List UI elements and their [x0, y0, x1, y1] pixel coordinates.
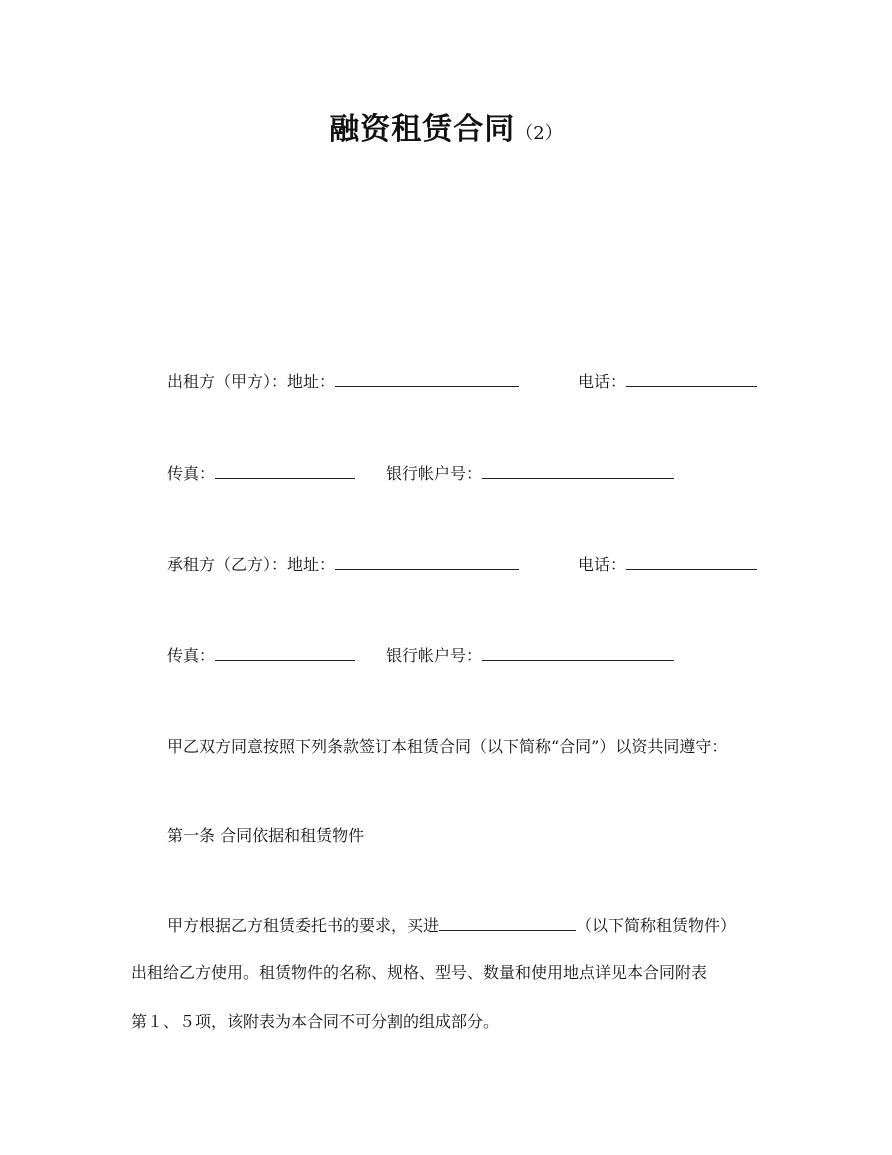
lessee-address-field[interactable]	[335, 555, 519, 570]
lessor-address-line	[167, 372, 519, 392]
lessee-phone-line	[578, 555, 757, 575]
lessee-phone-field[interactable]	[626, 555, 757, 570]
lessor-address-label: 出租方（甲方）：地址：	[167, 372, 336, 391]
lessor-fax-line	[167, 464, 355, 484]
leased-item-field[interactable]	[439, 916, 576, 931]
lessor-address-field[interactable]	[335, 372, 519, 387]
page-title	[0, 104, 892, 148]
lessor-phone-line	[578, 372, 757, 392]
article1-line3: 第１、５项，该附表为本合同不可分割的组成部分。	[131, 1012, 500, 1031]
lessee-fax-field[interactable]	[215, 646, 355, 661]
title-suffix: （2）	[515, 123, 563, 144]
lessor-fax-label: 传真：	[167, 464, 216, 483]
lessee-fax-label: 传真：	[167, 646, 216, 665]
lessor-fax-field[interactable]	[215, 464, 355, 479]
lessee-phone-label: 电话：	[578, 555, 627, 574]
lessee-bank-line	[386, 646, 674, 666]
article1-line1-end: （以下简称租赁物件）	[576, 916, 737, 935]
lessor-bank-field[interactable]	[482, 464, 674, 479]
title-main: 融资租赁合同	[329, 112, 516, 147]
lessee-address-line	[167, 555, 519, 575]
lessor-phone-label: 电话：	[578, 372, 627, 391]
article1-line1	[167, 916, 736, 936]
preamble-paragraph: 甲乙双方同意按照下列条款签订本租赁合同（以下简称“合同”）以资共同遵守：	[167, 737, 728, 756]
lessee-bank-label: 银行帐户号：	[386, 646, 483, 665]
lessee-bank-field[interactable]	[482, 646, 674, 661]
article1-heading: 第一条 合同依据和租赁物件	[167, 826, 365, 845]
lessor-phone-field[interactable]	[626, 372, 757, 387]
article1-line1-start: 甲方根据乙方租赁委托书的要求，买进	[167, 916, 440, 935]
lessee-fax-line	[167, 646, 355, 666]
lessor-bank-label: 银行帐户号：	[386, 464, 483, 483]
article1-line2: 出租给乙方使用。租赁物件的名称、规格、型号、数量和使用地点详见本合同附表	[131, 963, 708, 982]
lessor-bank-line	[386, 464, 674, 484]
lessee-address-label: 承租方（乙方）：地址：	[167, 555, 336, 574]
